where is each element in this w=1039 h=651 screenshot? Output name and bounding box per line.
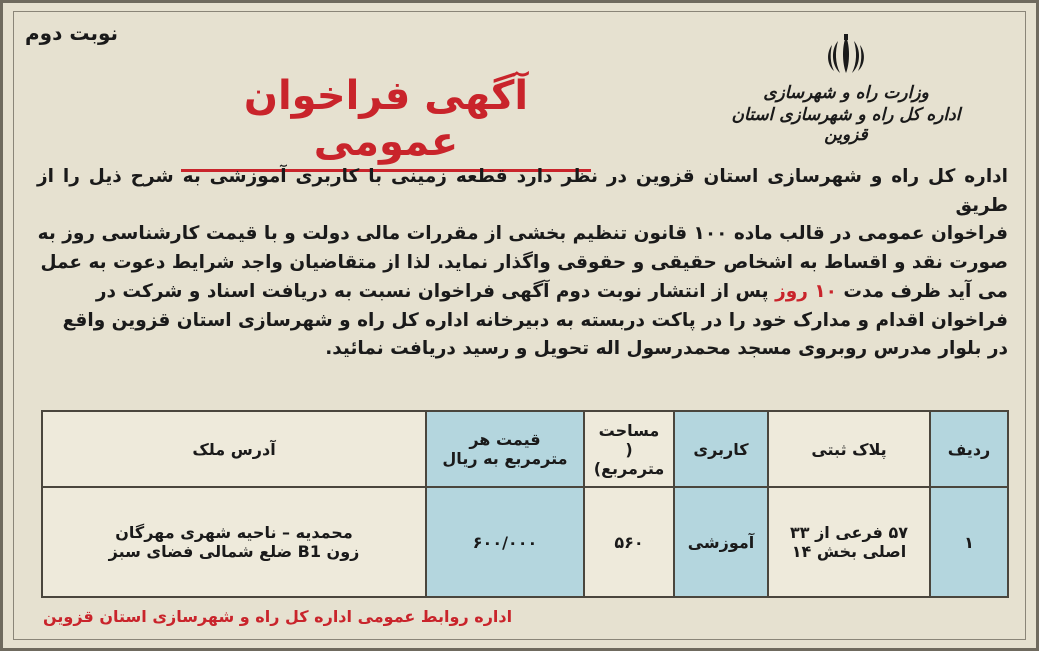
property-table [41,410,1009,598]
header-row-number: ردیف [930,411,1008,487]
cell-address-line1: محمدیه – ناحیه شهری مهرگان [115,523,353,542]
body-line: فراخوان عمومی در قالب ماده ۱۰۰ قانون تنظیم بخشی از مقررات مالی دولت و با قیمت کارشناسی روز به [37,223,1008,245]
header-area-line2: ( مترمربع) [593,439,665,478]
footer-signature: اداره روابط عمومی اداره کل راه و شهرسازی استان قزوین [43,607,513,626]
header-address: آدرس ملک [42,411,426,487]
page-title: آگهی فراخوان عمومی [243,73,529,165]
body-text-part: پس از انتشار نوبت دوم آگهی فراخوان نسبت به دریافت اسناد و شرکت در [95,280,769,302]
body-line: اداره کل راه و شهرسازی استان قزوین در نظر دارد قطعه زمینی با کاربری آموزشی به شرح ذیل را از طریق [37,166,1008,216]
department-name: اداره کل راه و شهرسازی استان قزوین [731,105,961,145]
cell-plaque-line2: اصلی بخش ۱۴ [791,542,907,561]
title-block [181,73,591,172]
header-price-line2: مترمربع به ریال [442,449,568,468]
header-area-line1: مساحت [598,420,660,440]
round-label: نوبت دوم [25,21,119,45]
body-line: فراخوان اقدام و مدارک خود را در پاکت دربسته به دبیرخانه اداره کل راه و شهرسازی استان قزوین واقع [62,309,1008,331]
cell-usage: آموزشی [674,487,768,597]
header-plaque: پلاک ثبتی [768,411,930,487]
ministry-name: وزارت راه و شهرسازی [763,83,929,103]
ministry-header [716,33,976,145]
cell-price: ۶۰۰/۰۰۰ [426,487,584,597]
cell-area: ۵۶۰ [584,487,674,597]
cell-plaque [768,487,930,597]
header-area [584,411,674,487]
body-line [37,278,1008,307]
cell-row-number: ۱ [930,487,1008,597]
header-usage: کاربری [674,411,768,487]
table-row [42,487,1008,597]
body-line: صورت نقد و اقساط به اشخاص حقیقی و حقوقی واگذار نماید. لذا از متقاضیان واجد شرایط دعوت به عمل [40,252,1008,274]
body-text-part: می آید ظرف مدت [843,280,1008,302]
cell-address [42,487,426,597]
iran-emblem-icon [823,33,869,79]
header-price [426,411,584,487]
announcement-body [37,163,1008,364]
table-header-row [42,411,1008,487]
header-price-line1: قیمت هر [469,430,541,449]
body-line: در بلوار مدرس روبروی مسجد محمدرسول اله تحویل و رسید دریافت نمائید. [325,338,1008,360]
cell-plaque-line1: ۵۷ فرعی از ۳۳ [789,523,908,542]
cell-address-line2: زون B1 ضلع شمالی فضای سبز [108,542,360,561]
deadline-highlight: ۱۰ روز [775,280,837,302]
